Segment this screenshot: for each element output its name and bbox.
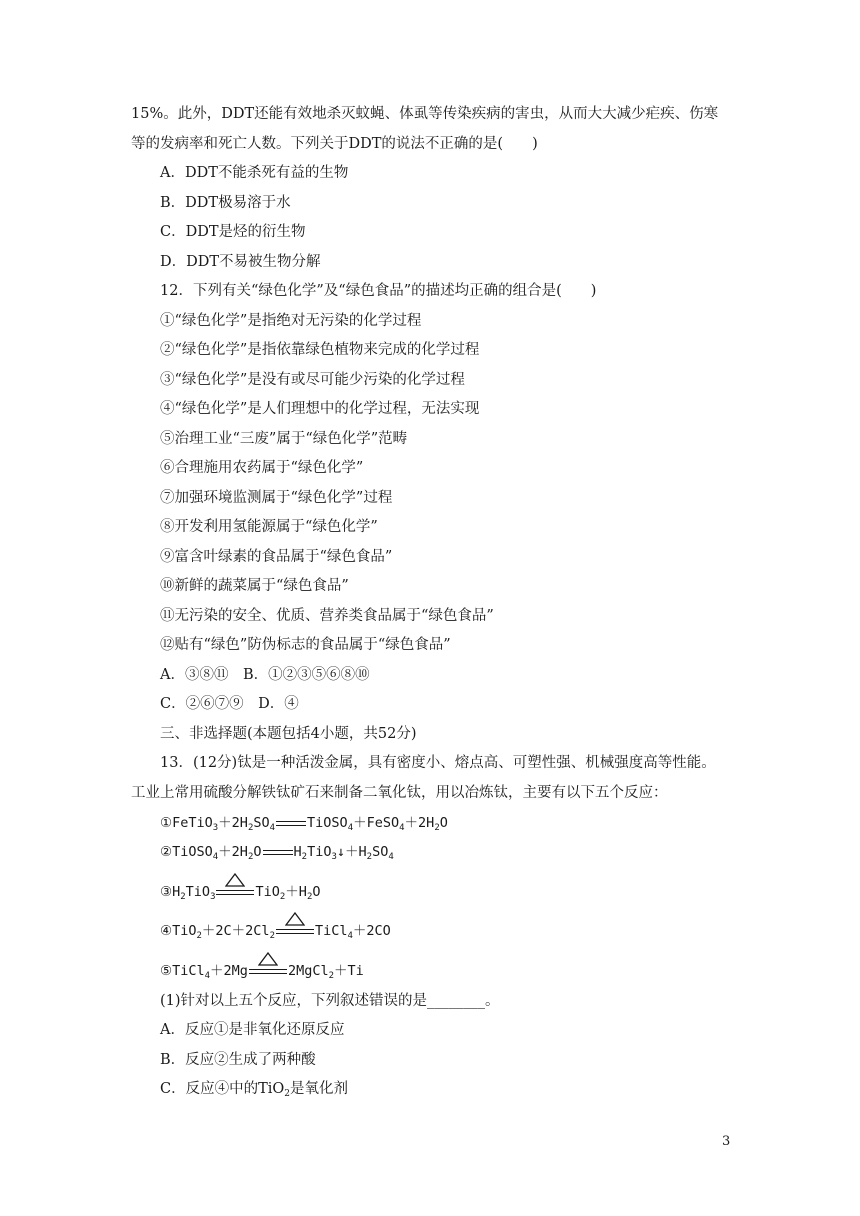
heat-condition-equals	[276, 924, 314, 938]
heat-triangle-icon	[258, 952, 278, 966]
reaction-2	[160, 842, 394, 862]
formula-subscript: 4	[204, 971, 211, 981]
reaction-number: ②	[160, 844, 173, 860]
formula-text: ＋2CO	[352, 923, 391, 939]
heat-condition-equals	[249, 964, 287, 978]
q12-statement: ②“绿色化学”是指依靠绿色植物来完成的化学过程	[160, 342, 480, 358]
formula-text: O	[312, 884, 321, 900]
formula-text: TiO	[255, 884, 280, 900]
formula-subscript: 2	[196, 931, 202, 941]
formula-subscript: 3	[212, 823, 219, 833]
q11-option-d: D．DDT不易被生物分解	[160, 254, 321, 270]
formula-text: TiCl	[172, 963, 205, 979]
reaction-1	[160, 813, 448, 833]
reaction-right	[294, 844, 394, 860]
option-c-subscript: 2	[284, 1089, 291, 1099]
formula-subscript: 3	[331, 852, 337, 862]
q12-statement: ⑤治理工业“三废”属于“绿色化学”范畴	[160, 431, 408, 447]
heat-triangle-icon	[285, 912, 305, 926]
reaction-left	[172, 884, 215, 900]
reaction-right	[315, 923, 391, 939]
formula-text: ＋2H	[218, 844, 248, 860]
formula-subscript: 3	[210, 892, 216, 902]
reaction-left	[172, 815, 275, 831]
formula-text: TiCl	[314, 923, 348, 939]
q12-statement: ③“绿色化学”是没有或尽可能少污染的化学过程	[160, 372, 465, 388]
intro-line-2: 等的发病率和死亡人数。下列关于DDT的说法不正确的是( )	[131, 136, 538, 152]
formula-subscript: 4	[388, 852, 394, 862]
reaction-right	[255, 884, 320, 900]
formula-subscript: 2	[279, 892, 286, 902]
formula-subscript: 2	[434, 823, 440, 833]
q12-options-ab: A．③⑧⑪ B．①②③⑤⑥⑧⑩	[160, 667, 370, 683]
q12-statement: ⑨富含叶绿素的食品属于“绿色食品”	[160, 549, 393, 565]
formula-text: O	[439, 815, 448, 831]
formula-subscript: 2	[301, 852, 308, 862]
formula-text: TiO	[172, 923, 197, 939]
formula-text: ＋H	[285, 884, 307, 900]
formula-subscript: 2	[180, 892, 186, 902]
reaction-4	[160, 921, 391, 941]
heat-condition-equals	[216, 885, 254, 899]
formula-text: H	[172, 884, 181, 900]
formula-text: SO	[372, 844, 389, 860]
option-c-suffix: 是氧化剂	[290, 1081, 349, 1097]
q12-statement: ⑫贴有“绿色”防伪标志的食品属于“绿色食品”	[160, 637, 451, 653]
q12-statement: ⑪无污染的安全、优质、营养类食品属于“绿色食品”	[160, 608, 494, 624]
formula-text: ＋Ti	[334, 963, 364, 979]
q12-statement: ⑥合理施用农药属于“绿色化学”	[160, 460, 364, 476]
formula-subscript: 2	[247, 823, 254, 833]
reaction-number: ①	[160, 815, 173, 831]
reaction-right	[307, 815, 448, 831]
page-number: 3	[722, 1134, 731, 1149]
formula-subscript: 4	[399, 823, 405, 833]
q13-sub1-option-c	[160, 1079, 348, 1099]
intro-line-1: 15%。此外，DDT还能有效地杀灭蚊蝇、体虱等传染疾病的害虫，从而大大减少疟疾、伤寒	[131, 106, 719, 122]
q12-options-cd: C．②⑥⑦⑨ D．④	[160, 696, 299, 712]
formula-text: TiOSO	[307, 815, 348, 831]
reaction-left	[172, 963, 248, 979]
formula-text: O	[253, 844, 262, 860]
formula-subscript: 2	[328, 971, 334, 981]
reaction-3	[160, 882, 321, 902]
option-c-prefix: C．反应④中的TiO	[160, 1081, 285, 1097]
reaction-5	[160, 961, 364, 981]
equals-sign	[276, 821, 306, 826]
formula-subscript: 2	[366, 852, 373, 862]
formula-subscript: 4	[212, 852, 219, 862]
formula-text: ＋2H	[404, 815, 435, 831]
formula-subscript: 4	[347, 823, 354, 833]
formula-text: ＋FeSO	[353, 815, 400, 831]
q13-sub1-stem: (1)针对以上五个反应，下列叙述错误的是________。	[160, 993, 500, 1009]
q13-stem-line-1: 13．(12分)钛是一种活泼金属，具有密度小、熔点高、可塑性强、机械强度高等性能。	[160, 755, 716, 771]
q11-option-c: C．DDT是烃的衍生物	[160, 224, 306, 240]
q13-sub1-option-b: B．反应②生成了两种酸	[160, 1052, 316, 1068]
q12-statement: ⑩新鲜的蔬菜属于“绿色食品”	[160, 578, 349, 594]
formula-subscript: 2	[247, 852, 254, 862]
reaction-right	[288, 963, 364, 979]
q13-stem-line-2: 工业上常用硫酸分解铁钛矿石来制备二氧化钛，用以冶炼钛，主要有以下五个反应：	[131, 785, 668, 801]
q12-statement: ④“绿色化学”是人们理想中的化学过程，无法实现	[160, 401, 480, 417]
formula-text: ＋2Mg	[210, 963, 248, 979]
q12-statement: ①“绿色化学”是指绝对无污染的化学过程	[160, 313, 422, 329]
formula-text: 2MgCl	[287, 963, 329, 979]
formula-text: SO	[253, 815, 270, 831]
formula-text: ↓＋H	[336, 844, 367, 860]
q11-option-b: B．DDT极易溶于水	[160, 195, 291, 211]
equals-sign	[263, 850, 293, 855]
heat-triangle-icon	[225, 873, 245, 887]
reaction-left	[172, 844, 261, 860]
formula-text: ＋2H	[218, 815, 248, 831]
q12-stem: 12．下列有关“绿色化学”及“绿色食品”的描述均正确的组合是( )	[160, 283, 597, 299]
formula-text: ＋2C＋2Cl	[201, 923, 270, 939]
q12-statement: ⑧开发利用氢能源属于“绿色化学”	[160, 519, 378, 535]
formula-subscript: 4	[347, 931, 353, 941]
formula-text: TiOSO	[172, 844, 213, 860]
section-heading: 三、非选择题(本题包括4小题，共52分)	[160, 726, 417, 742]
formula-subscript: 4	[269, 823, 276, 833]
q13-sub1-option-a: A．反应①是非氧化还原反应	[160, 1022, 345, 1038]
formula-text: TiO	[185, 884, 211, 900]
formula-subscript: 2	[269, 931, 275, 941]
reaction-number: ③	[160, 884, 173, 900]
formula-text: H	[293, 844, 302, 860]
reaction-left	[172, 923, 275, 939]
formula-subscript: 2	[306, 892, 313, 902]
reaction-number: ④	[160, 923, 173, 939]
formula-text: TiO	[307, 844, 332, 860]
q12-statement: ⑦加强环境监测属于“绿色化学”过程	[160, 490, 393, 506]
reaction-number: ⑤	[160, 963, 173, 979]
formula-text: FeTiO	[172, 815, 213, 831]
q11-option-a: A．DDT不能杀死有益的生物	[160, 165, 349, 181]
